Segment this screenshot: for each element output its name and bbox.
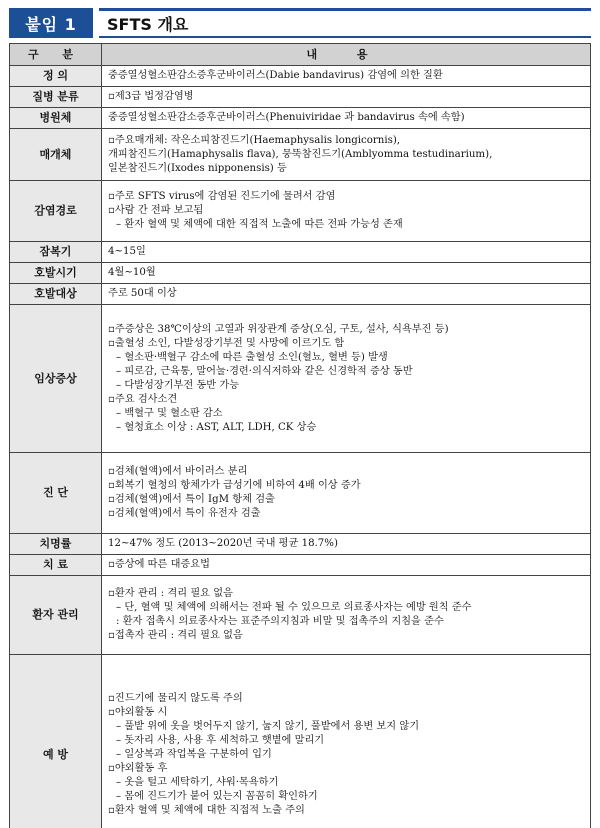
table-body [10, 66, 591, 828]
row-content [102, 66, 591, 87]
row-label: 질병 분류 [10, 87, 102, 108]
content-line: – 돗자리 사용, 사용 후 세척하고 햇볕에 말리기 [116, 735, 325, 746]
content-line: – 혈청효소 이상 : AST, ALT, LDH, CK 상승 [116, 421, 317, 433]
section-title: SFTS 개요 [99, 8, 591, 38]
content-line: 주로 50대 이상 [108, 288, 177, 299]
table-row-disease-class [10, 87, 591, 108]
content-line: ▫환자 혈액 및 체액에 대한 직접적 노출 주의 [108, 805, 305, 816]
content-line: – 환자 혈액 및 체액에 대한 직접적 노출에 따른 전파 가능성 존재 [116, 219, 403, 230]
table-row-incubation [10, 242, 591, 263]
content-line: ▫검체(혈액)에서 바이러스 분리 [108, 466, 248, 477]
sfts-overview-table [9, 43, 591, 828]
content-line: 중증열성혈소판감소증후군바이러스(Dabie bandavirus) 감염에 의한 질환 [108, 70, 443, 81]
row-content [102, 242, 591, 263]
row-content [102, 453, 591, 534]
table-row-prevention [10, 655, 591, 828]
content-line: ▫진드기에 물리지 않도록 주의 [108, 693, 243, 704]
content-line: – 몸에 진드기가 붙어 있는지 꼼꼼히 확인하기 [116, 791, 318, 802]
content-line: – 일상복과 작업복을 구분하여 입기 [116, 749, 272, 760]
row-content [102, 534, 591, 555]
content-line: ▫야외활동 시 [108, 707, 168, 718]
content-line: – 다발성장기부전 동반 가능 [116, 379, 240, 391]
content-line: ▫사람 간 전파 보고됨 [108, 205, 204, 216]
row-content [102, 576, 591, 655]
content-line: ▫야외활동 후 [108, 763, 168, 774]
row-content [102, 555, 591, 576]
row-content [102, 263, 591, 284]
content-line: 일본참진드기(Ixodes nipponensis) 등 [108, 162, 287, 174]
content-line: – 단, 혈액 및 체액에 의해서는 전파 될 수 있으므로 의료종사자는 예방 원칙 준수 [116, 602, 472, 613]
table-row-symptoms [10, 305, 591, 453]
content-line: ▫환자 관리 : 격리 필요 없음 [108, 588, 233, 599]
row-label: 호발시기 [10, 263, 102, 284]
attachment-badge: 붙임 1 [9, 8, 93, 38]
row-label: 매개체 [10, 129, 102, 181]
row-label: 감염경로 [10, 181, 102, 242]
table-row-treatment [10, 555, 591, 576]
table-row-peak-season [10, 263, 591, 284]
table-row-patient-management [10, 576, 591, 655]
table-header-row [10, 44, 591, 66]
content-line: – 옷을 털고 세탁하기, 샤워·목욕하기 [116, 777, 279, 788]
content-line: ▫검체(혈액)에서 특이 IgM 항체 검출 [108, 494, 275, 505]
content-line: ▫주로 SFTS virus에 감염된 진드기에 물려서 감염 [108, 191, 336, 202]
table-row-peak-group [10, 284, 591, 305]
content-line: ▫주요매개체: 작은소피참진드기(Haemaphysalis longicornis), [108, 134, 401, 146]
row-content [102, 655, 591, 828]
content-line: 4월~10월 [108, 267, 156, 278]
content-line: – 풀밭 위에 옷을 벗어두지 않기, 눕지 않기, 풀밭에서 용변 보지 않기 [116, 721, 420, 732]
content-line: – 백혈구 및 혈소판 감소 [116, 407, 223, 419]
table-row-diagnosis [10, 453, 591, 534]
content-line: ▫제3급 법정감염병 [108, 91, 194, 102]
row-content [102, 305, 591, 453]
content-line: 4~15일 [108, 246, 146, 257]
row-label: 호발대상 [10, 284, 102, 305]
content-line: 중증열성혈소판감소증후군바이러스(Phenuiviridae 과 bandavirus 속에 속함) [108, 112, 465, 123]
row-label: 병원체 [10, 108, 102, 129]
row-label: 치 료 [10, 555, 102, 576]
table-row-definition [10, 66, 591, 87]
content-line: : 환자 접촉시 의료종사자는 표준주의지침과 비말 및 접촉주의 지침을 준수 [116, 616, 444, 627]
row-content [102, 284, 591, 305]
row-content [102, 108, 591, 129]
row-label: 환자 관리 [10, 576, 102, 655]
table-row-transmission [10, 181, 591, 242]
section-header [9, 8, 591, 38]
table-row-pathogen [10, 108, 591, 129]
row-content [102, 87, 591, 108]
content-line: ▫출혈성 소인, 다발성장기부전 및 사망에 이르기도 함 [108, 337, 345, 349]
row-label: 임상증상 [10, 305, 102, 453]
row-label: 잠복기 [10, 242, 102, 263]
content-line: ▫증상에 따른 대증요법 [108, 559, 210, 570]
content-line: – 혈소판·백혈구 감소에 따른 출혈성 소인(혈뇨, 혈변 등) 발생 [116, 351, 388, 363]
content-line: 개피참진드기(Hamaphysalis flava), 뭉뚝참진드기(Amblyomma testudinarium), [108, 148, 493, 160]
row-label: 예 방 [10, 655, 102, 828]
row-label: 치명률 [10, 534, 102, 555]
content-line: – 피로감, 근육통, 말어눌·경련·의식저하와 같은 신경학적 증상 동반 [116, 365, 413, 377]
row-content [102, 129, 591, 181]
row-content [102, 181, 591, 242]
column-header-content: 내 용 [102, 44, 591, 66]
row-label: 정 의 [10, 66, 102, 87]
content-line: ▫회복기 혈청의 항체가가 급성기에 비하여 4배 이상 증가 [108, 480, 361, 491]
table-row-fatality-rate [10, 534, 591, 555]
content-line: 12~47% 정도 (2013~2020년 국내 평균 18.7%) [108, 538, 338, 549]
column-header-category: 구 분 [10, 44, 102, 66]
content-line: ▫접촉자 관리 : 격리 필요 없음 [108, 630, 243, 641]
content-line: ▫검체(혈액)에서 특이 유전자 검출 [108, 508, 261, 519]
content-line: ▫주증상은 38℃이상의 고열과 위장관계 증상(오심, 구토, 설사, 식욕부진 등) [108, 323, 449, 335]
row-label: 진 단 [10, 453, 102, 534]
table-row-vector [10, 129, 591, 181]
content-line: ▫주요 검사소견 [108, 393, 178, 405]
